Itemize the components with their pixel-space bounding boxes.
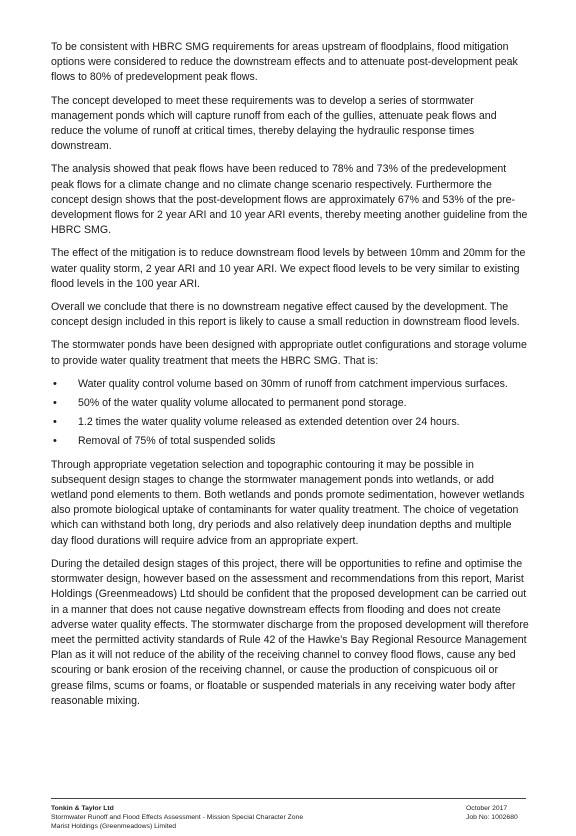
bullet-text: Removal of 75% of total suspended solids bbox=[78, 435, 276, 448]
paragraph: Through appropriate vegetation selection and topographic contouring it may be possible in subsequent design stages to change the stormwater management ponds into wetlands, or add wetland pond elements to them. Both wetlands and ponds promote sedimentation, however wetlands also promote biological uptake of contaminants for water quality treatment. The choice of vegetation which can withstand both long, dry periods and also relatively deep inundation depths and multiple day flood durations will require advice from an appropriate expert. bbox=[51, 458, 525, 547]
bullet-item bbox=[51, 377, 529, 392]
bullet-icon: • bbox=[53, 397, 57, 410]
page-footer bbox=[51, 798, 526, 830]
paragraph: The analysis showed that peak flows have been reduced to 78% and 73% of the predevelopment peak flows for a climate change and no climate change scenario respectively. Furthermore the concept design shows that the post-development flows are approximately 67% and 53% of the pre-development flows for 2 year ARI and 10 year ARI events, thereby meeting another guideline from the HBRC SMG. bbox=[51, 163, 528, 237]
bullet-item bbox=[51, 415, 529, 430]
bullet-text: 50% of the water quality volume allocated to permanent pond storage. bbox=[78, 397, 407, 410]
bullet-text: 1.2 times the water quality volume released as extended detention over 24 hours. bbox=[78, 416, 460, 429]
paragraph: Overall we conclude that there is no downstream negative effect caused by the development. The concept design included in this report is likely to cause a small reduction in downstream flood levels. bbox=[51, 301, 520, 329]
paragraph: The stormwater ponds have been designed with appropriate outlet configurations and storage volume to provide water quality treatment that meets the HBRC SMG. That is: bbox=[51, 339, 527, 367]
bullet-item bbox=[51, 434, 529, 449]
paragraph: The concept developed to meet these requirements was to develop a series of stormwater management ponds which will capture runoff from each of the gullies, attenuate peak flows and reduce the volume of runoff at critical times, thereby delaying the hydraulic response times downstream. bbox=[51, 94, 497, 153]
footer-company: Tonkin & Taylor Ltd bbox=[51, 805, 114, 812]
bullet-icon: • bbox=[53, 377, 57, 390]
report-body bbox=[51, 40, 529, 717]
paragraph: The effect of the mitigation is to reduce downstream flood levels by between 10mm and 20mm for the water quality storm, 2 year ARI and 10 year ARI. We expect flood levels to be very similar to existing flood levels in the 100 year ARI. bbox=[51, 247, 526, 290]
footer-client: Marist Holdings (Greenmeadows) Limited bbox=[51, 823, 177, 830]
bullet-icon: • bbox=[53, 416, 57, 429]
footer-job-number: Job No: 1002680 bbox=[466, 814, 518, 821]
bullet-list bbox=[51, 377, 529, 450]
bullet-icon: • bbox=[53, 435, 57, 448]
footer-left bbox=[51, 804, 303, 831]
footer-report-title: Stormwater Runoff and Flood Effects Assessment - Mission Special Character Zone bbox=[51, 814, 304, 821]
footer-right bbox=[466, 804, 526, 822]
paragraph: During the detailed design stages of this project, there will be opportunities to refine and optimise the stormwater design, however based on the assessment and recommendations from this report, Marist Holdings (Greenmeadows) Ltd should be confident that the proposed development can be carried out in a manner that does not cause negative downstream effects from flooding and does not create adverse water quality effects. The stormwater discharge from the proposed development will therefore meet the permitted activity standards of Rule 42 of the Hawke’s Bay Regional Resource Management Plan as it will not reduce of the ability of the receiving channel to convey flood flows, cause any bed scouring or bank erosion of the receiving channel, or cause the production of conspicuous oil or grease films, scums or foams, or floatable or suspended materials in any receiving water body after reasonable mixing. bbox=[51, 557, 529, 707]
paragraph: To be consistent with HBRC SMG requirements for areas upstream of floodplains, flood mitigation options were considered to reduce the downstream effects and to attenuate post-development peak flows to 80% of predevelopment peak flows. bbox=[51, 41, 518, 84]
bullet-item bbox=[51, 396, 529, 411]
footer-date: October 2017 bbox=[466, 805, 508, 812]
bullet-text: Water quality control volume based on 30mm of runoff from catchment impervious surfaces. bbox=[78, 377, 508, 390]
